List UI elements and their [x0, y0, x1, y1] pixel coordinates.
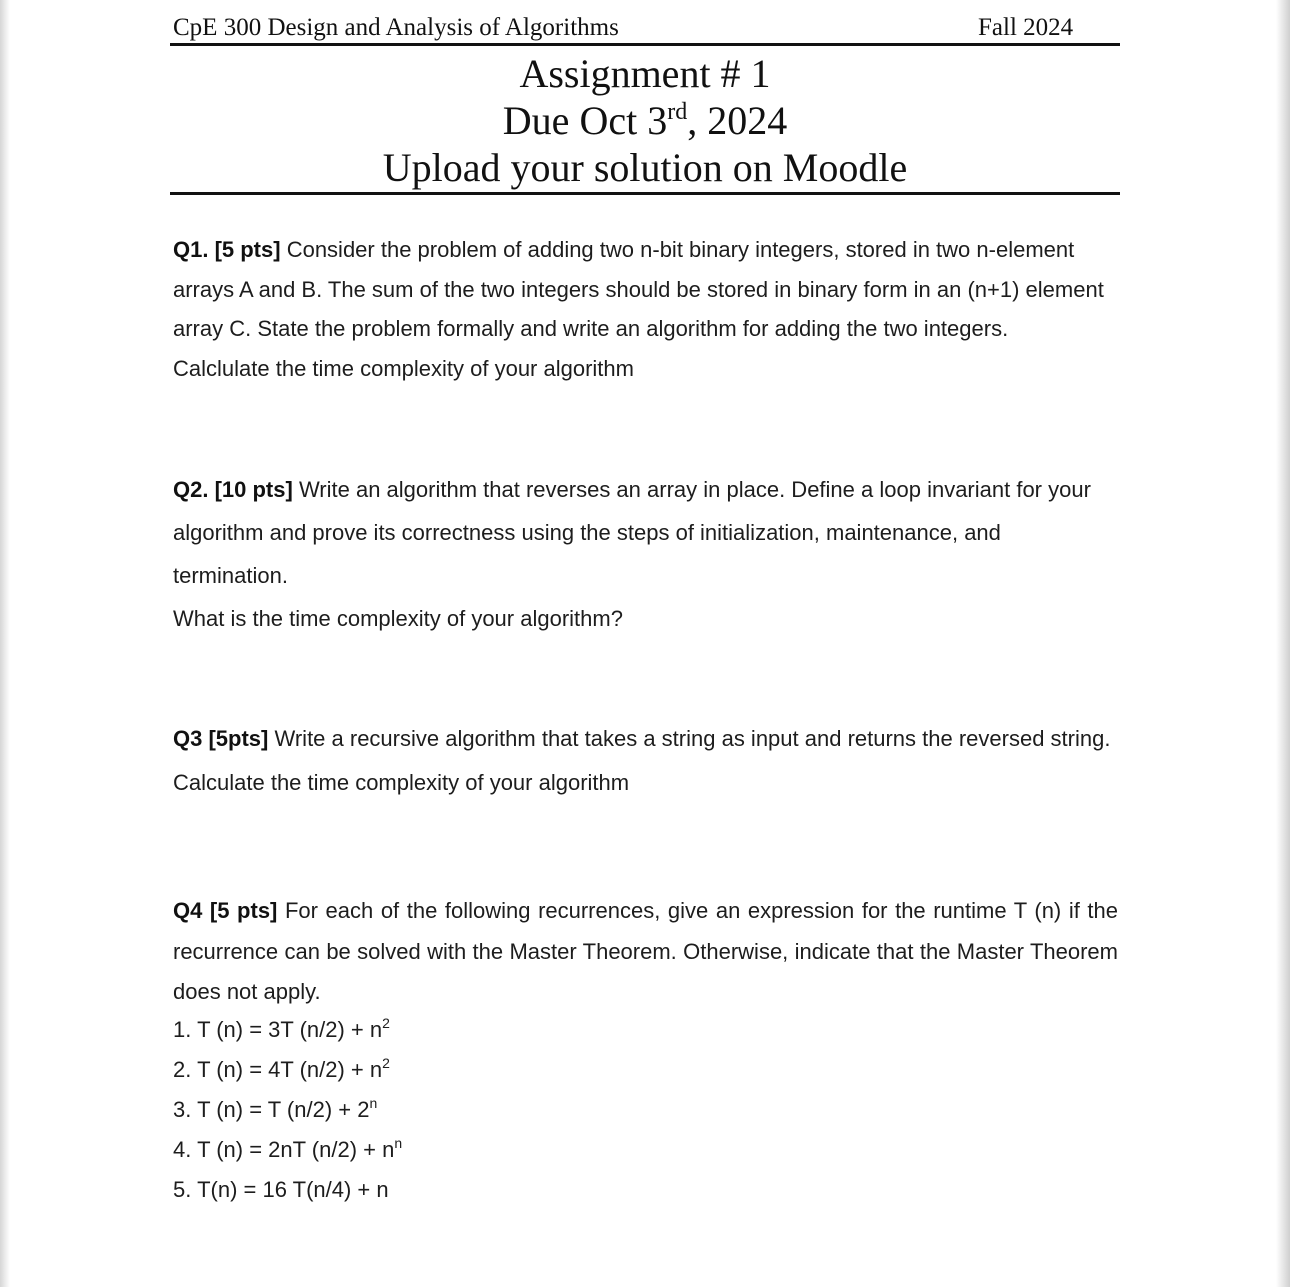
- recurrence-item: 2. T (n) = 4T $(n/2) + n^2$: [173, 1055, 390, 1082]
- due-date: [170, 97, 1120, 144]
- due-date-prefix: Due Oct 3: [502, 98, 668, 143]
- question-2-text: Write an algorithm that reverses an array in place. Define a loop invariant for your algorithm and prove its correctness using the steps of initialization, maintenance, and termination.: [173, 477, 1091, 588]
- question-1-text: Consider the problem of adding two n-bit binary integers, stored in two n-element arrays A and B. The sum of the two integers should be stored in binary form in an (n+1) element array C. State the problem formally and write an algorithm for adding the two integers.: [173, 237, 1104, 342]
- question-4-label: Q4 [5 pts]: [173, 898, 278, 923]
- page-edge-right: [1276, 0, 1290, 1287]
- question-4-text: For each of the following recurrences, give an expression for the runtime T (n) if the recurrence can be solved with the Master Theorem. Otherwise, indicate that the Master Theorem does not apply.: [173, 898, 1118, 1005]
- title-rule: [170, 192, 1120, 195]
- question-2-followup: What is the time complexity of your algorithm?: [173, 606, 623, 631]
- question-3-label: Q3 [5pts]: [173, 726, 269, 751]
- course-title: CpE 300 Design and Analysis of Algorithms: [173, 14, 619, 41]
- upload-instruction: [170, 144, 1120, 191]
- assignment-title: [170, 50, 1120, 97]
- question-3: [173, 717, 1118, 804]
- term-label: Fall 2024: [978, 14, 1074, 41]
- question-1-label: Q1. [5 pts]: [173, 237, 281, 262]
- question-1: [173, 230, 1118, 388]
- question-2: [173, 468, 1118, 640]
- recurrence-item: 1. T (n) = 3T $(n/2) + n^2$: [173, 1015, 390, 1042]
- question-3-followup: Calculate the time complexity of your algorithm: [173, 769, 630, 795]
- assignment-number: Assignment # 1: [519, 51, 771, 96]
- question-3-text: Write a recursive algorithm that takes a string as input and returns the reversed string.: [274, 726, 1111, 751]
- due-date-ordinal: rd: [667, 99, 688, 125]
- upload-instruction-text: Upload your solution on Moodle: [382, 145, 908, 190]
- question-2-label: Q2. [10 pts]: [173, 477, 293, 502]
- page-edge-left: [0, 0, 10, 1287]
- header-rule: [170, 43, 1120, 46]
- due-date-year: , 2024: [687, 98, 788, 143]
- recurrence-item: 3. T (n) = T $(n/2) + 2^n$: [173, 1095, 378, 1122]
- question-1-followup: Calclulate the time complexity of your algorithm: [173, 355, 634, 381]
- recurrence-item: 4. T (n) = 2nT $(n/2) + n^n$: [173, 1135, 403, 1162]
- question-4: [173, 891, 1118, 1013]
- recurrence-item: 5. T(n) = 16 T(n/4) + n: [173, 1177, 389, 1202]
